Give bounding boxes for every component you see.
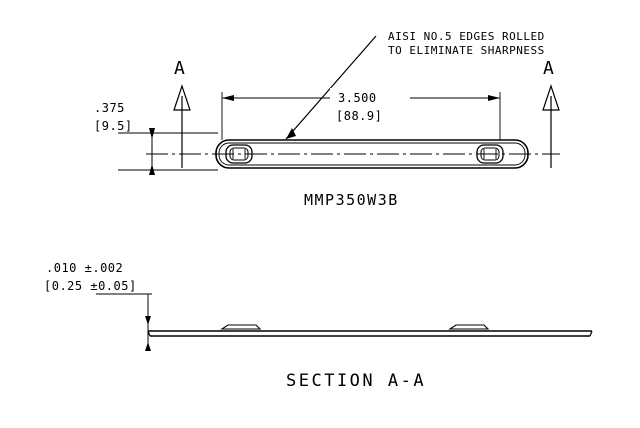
datum-letter-right: A [543,58,554,79]
section-view-part [148,325,592,336]
thickness-dimension-imperial: .010 ±.002 [46,261,124,275]
datum-arrow-right [543,86,559,168]
edge-note-line2: TO ELIMINATE SHARPNESS [388,44,545,57]
width-dimension-imperial: .375 [94,101,125,115]
thickness-dimension-line [96,294,152,351]
section-view-label: SECTION A-A [286,371,427,391]
thickness-dimension-metric: [0.25 ±0.05] [44,279,137,293]
width-dimension-metric: [9.5] [94,119,133,133]
length-dimension-metric: [88.9] [336,109,383,123]
datum-letter-left: A [174,58,185,79]
width-dimension-line [118,128,218,175]
length-dimension-imperial: 3.500 [338,91,377,105]
datum-arrow-left [174,86,190,168]
edge-note-line1: AISI NO.5 EDGES ROLLED [388,30,545,43]
part-number-label: MMP350W3B [304,191,399,209]
